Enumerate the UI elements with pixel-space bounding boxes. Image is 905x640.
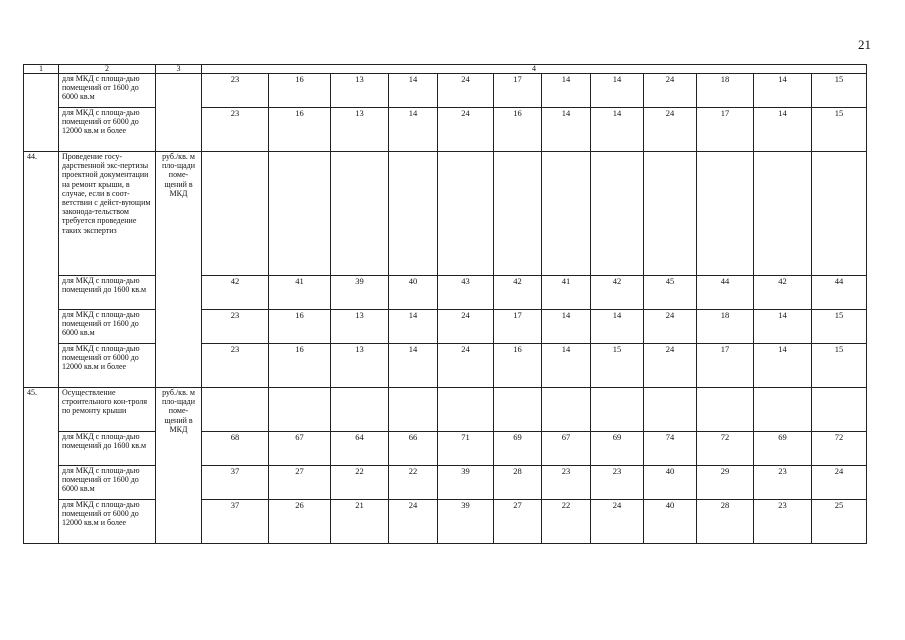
value-cell: 40 — [389, 276, 438, 310]
value-cell: 40 — [644, 466, 697, 500]
value-cell: 41 — [542, 276, 591, 310]
header-col-3: 3 — [156, 65, 202, 74]
value-cell: 22 — [331, 466, 389, 500]
value-cell: 64 — [331, 432, 389, 466]
unit-cell: руб./кв. м пло-щади поме-щений в МКД — [156, 388, 202, 544]
row-description: Проведение госу-дарственной экс-пертизы проектной документации на ремонт крыши, в случае, если в соот-ветствии с дейст-вующим законода-тельством требуется проведение таких экспертиз — [59, 152, 156, 276]
value-cell — [269, 388, 331, 432]
value-cell: 40 — [644, 500, 697, 544]
value-cell: 21 — [331, 500, 389, 544]
value-cell: 39 — [331, 276, 389, 310]
value-cell: 13 — [331, 310, 389, 344]
value-cell: 27 — [269, 466, 331, 500]
value-cell: 23 — [202, 74, 269, 108]
table-row — [24, 344, 867, 388]
value-cell: 17 — [494, 74, 542, 108]
unit-cell — [156, 74, 202, 152]
value-cell: 24 — [812, 466, 867, 500]
value-cell: 14 — [389, 74, 438, 108]
value-cell: 14 — [542, 310, 591, 344]
value-cell: 14 — [389, 310, 438, 344]
value-cell: 24 — [438, 108, 494, 152]
unit-cell: руб./кв. м пло-щади поме-щений в МКД — [156, 152, 202, 388]
table-row — [24, 152, 867, 276]
value-cell: 39 — [438, 466, 494, 500]
header-row — [24, 65, 867, 74]
value-cell: 16 — [269, 74, 331, 108]
value-cell: 14 — [754, 108, 812, 152]
value-cell: 18 — [697, 74, 754, 108]
value-cell: 23 — [591, 466, 644, 500]
header-col-4: 4 — [202, 65, 867, 74]
row-description: для МКД с площа-дью помещений от 6000 до 12000 кв.м и более — [59, 500, 156, 544]
value-cell: 42 — [754, 276, 812, 310]
value-cell — [331, 388, 389, 432]
value-cell — [389, 152, 438, 276]
value-cell — [389, 388, 438, 432]
value-cell: 67 — [542, 432, 591, 466]
row-description: для МКД с площа-дью помещений от 6000 до 12000 кв.м и более — [59, 108, 156, 152]
value-cell: 69 — [494, 432, 542, 466]
item-number: 44. — [24, 152, 59, 388]
value-cell: 14 — [754, 310, 812, 344]
value-cell — [438, 152, 494, 276]
value-cell: 66 — [389, 432, 438, 466]
item-number-cell — [24, 74, 59, 152]
value-cell: 44 — [812, 276, 867, 310]
value-cell — [202, 152, 269, 276]
value-cell: 28 — [494, 466, 542, 500]
value-cell: 42 — [494, 276, 542, 310]
value-cell: 15 — [812, 74, 867, 108]
value-cell: 42 — [591, 276, 644, 310]
value-cell — [494, 152, 542, 276]
value-cell: 45 — [644, 276, 697, 310]
value-cell: 72 — [812, 432, 867, 466]
value-cell: 15 — [591, 344, 644, 388]
value-cell: 24 — [438, 74, 494, 108]
value-cell: 14 — [754, 344, 812, 388]
value-cell: 23 — [202, 310, 269, 344]
value-cell — [591, 388, 644, 432]
value-cell: 29 — [697, 466, 754, 500]
value-cell: 16 — [269, 344, 331, 388]
value-cell: 17 — [697, 344, 754, 388]
value-cell: 16 — [269, 108, 331, 152]
value-cell — [754, 388, 812, 432]
table-row — [24, 432, 867, 466]
value-cell — [697, 152, 754, 276]
value-cell — [542, 388, 591, 432]
value-cell — [644, 152, 697, 276]
value-cell: 43 — [438, 276, 494, 310]
table-row — [24, 500, 867, 544]
page-number: 21 — [858, 37, 871, 52]
value-cell: 28 — [697, 500, 754, 544]
value-cell: 13 — [331, 108, 389, 152]
value-cell: 44 — [697, 276, 754, 310]
value-cell — [812, 152, 867, 276]
table-row — [24, 108, 867, 152]
value-cell — [697, 388, 754, 432]
table-row — [24, 310, 867, 344]
row-description: для МКД с площа-дью помещений от 1600 до 6000 кв.м — [59, 74, 156, 108]
value-cell: 14 — [591, 108, 644, 152]
value-cell: 22 — [389, 466, 438, 500]
row-description: для МКД с площа-дью помещений от 1600 до 6000 кв.м — [59, 466, 156, 500]
value-cell: 26 — [269, 500, 331, 544]
value-cell: 23 — [754, 466, 812, 500]
value-cell: 14 — [389, 108, 438, 152]
value-cell: 14 — [754, 74, 812, 108]
value-cell: 13 — [331, 344, 389, 388]
header-col-2: 2 — [59, 65, 156, 74]
value-cell: 23 — [202, 344, 269, 388]
value-cell — [331, 152, 389, 276]
value-cell: 14 — [542, 74, 591, 108]
value-cell: 14 — [389, 344, 438, 388]
value-cell: 17 — [697, 108, 754, 152]
value-cell: 25 — [812, 500, 867, 544]
value-cell: 16 — [494, 108, 542, 152]
value-cell: 24 — [644, 108, 697, 152]
row-description: для МКД с площа-дью помещений до 1600 кв.м — [59, 432, 156, 466]
table-row — [24, 74, 867, 108]
value-cell: 14 — [591, 310, 644, 344]
value-cell: 17 — [494, 310, 542, 344]
value-cell: 24 — [644, 344, 697, 388]
value-cell: 16 — [269, 310, 331, 344]
value-cell: 71 — [438, 432, 494, 466]
row-description: для МКД с площа-дью помещений до 1600 кв.м — [59, 276, 156, 310]
row-description: для МКД с площа-дью помещений от 1600 до 6000 кв.м — [59, 310, 156, 344]
value-cell: 42 — [202, 276, 269, 310]
value-cell: 24 — [438, 310, 494, 344]
value-cell: 39 — [438, 500, 494, 544]
value-cell: 67 — [269, 432, 331, 466]
value-cell — [438, 388, 494, 432]
value-cell: 24 — [438, 344, 494, 388]
value-cell: 15 — [812, 310, 867, 344]
value-cell: 24 — [644, 74, 697, 108]
value-cell: 23 — [754, 500, 812, 544]
rates-table — [23, 64, 867, 544]
value-cell: 27 — [494, 500, 542, 544]
value-cell: 24 — [389, 500, 438, 544]
value-cell: 69 — [591, 432, 644, 466]
value-cell: 69 — [754, 432, 812, 466]
value-cell: 15 — [812, 344, 867, 388]
item-number: 45. — [24, 388, 59, 544]
value-cell: 41 — [269, 276, 331, 310]
value-cell: 72 — [697, 432, 754, 466]
table-row — [24, 276, 867, 310]
row-description: Осуществление строительного кон-троля по ремонту крыши — [59, 388, 156, 432]
value-cell: 15 — [812, 108, 867, 152]
value-cell: 74 — [644, 432, 697, 466]
table-row — [24, 388, 867, 432]
value-cell: 24 — [591, 500, 644, 544]
value-cell — [202, 388, 269, 432]
value-cell: 18 — [697, 310, 754, 344]
value-cell: 16 — [494, 344, 542, 388]
value-cell — [494, 388, 542, 432]
value-cell: 24 — [644, 310, 697, 344]
value-cell: 23 — [202, 108, 269, 152]
value-cell: 13 — [331, 74, 389, 108]
value-cell: 37 — [202, 500, 269, 544]
header-col-1: 1 — [24, 65, 59, 74]
value-cell: 23 — [542, 466, 591, 500]
row-description: для МКД с площа-дью помещений от 6000 до 12000 кв.м и более — [59, 344, 156, 388]
value-cell — [269, 152, 331, 276]
value-cell: 37 — [202, 466, 269, 500]
value-cell: 22 — [542, 500, 591, 544]
value-cell: 68 — [202, 432, 269, 466]
value-cell — [542, 152, 591, 276]
value-cell: 14 — [542, 108, 591, 152]
value-cell: 14 — [591, 74, 644, 108]
value-cell — [591, 152, 644, 276]
table-row — [24, 466, 867, 500]
value-cell — [644, 388, 697, 432]
value-cell: 14 — [542, 344, 591, 388]
value-cell — [812, 388, 867, 432]
value-cell — [754, 152, 812, 276]
